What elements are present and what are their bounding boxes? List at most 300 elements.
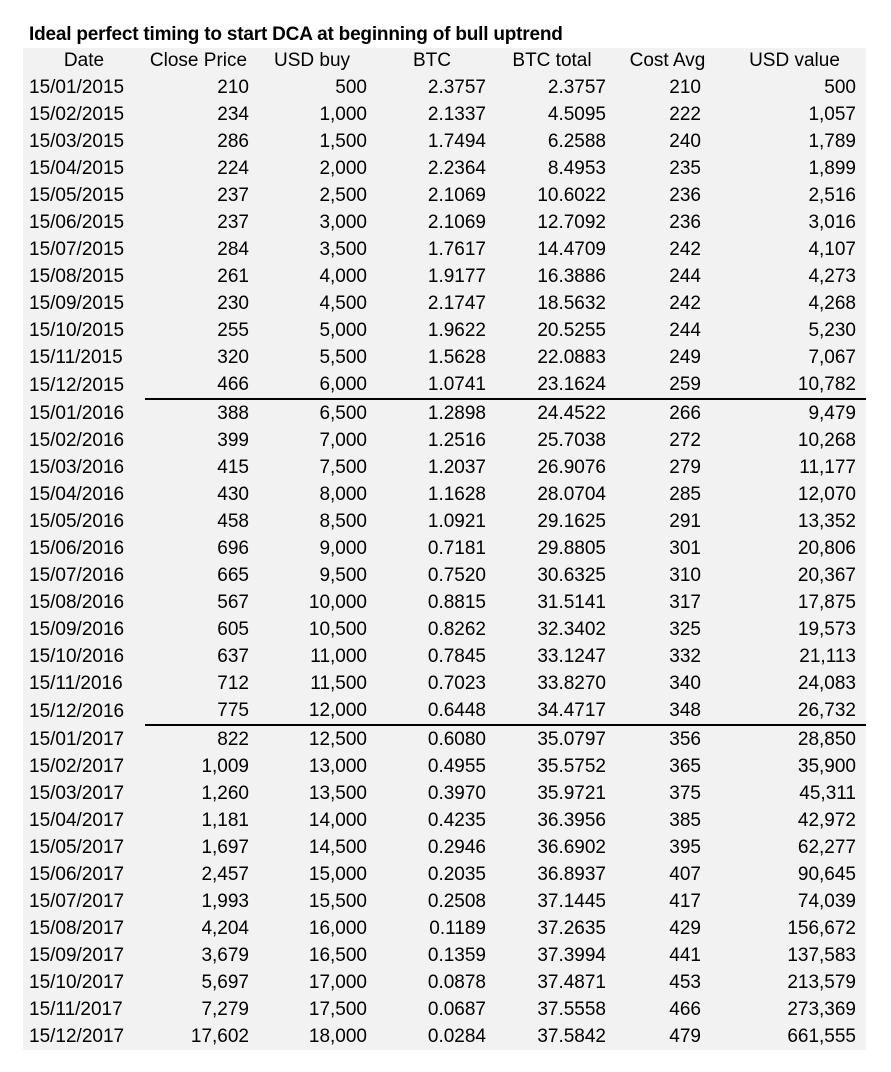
- cell-usd-value: 24,083: [797, 673, 856, 694]
- table-row: [23, 263, 866, 290]
- cell-usd-value: 20,367: [797, 565, 856, 586]
- cell-btc-total: 32.3402: [537, 619, 606, 640]
- cell-date: 15/10/2016: [29, 646, 125, 667]
- cell-btc-total: 18.5632: [537, 293, 606, 314]
- table-row: [23, 317, 866, 344]
- cell-btc: 0.8815: [427, 592, 486, 613]
- cell-btc: 2.1747: [427, 293, 486, 314]
- cell-date: 15/09/2015: [29, 293, 125, 314]
- cell-btc-total: 33.8270: [537, 673, 606, 694]
- cell-btc: 1.2037: [427, 457, 486, 478]
- cell-usd-value: 137,583: [787, 945, 856, 966]
- cell-usd-buy: 12,000: [308, 700, 367, 721]
- cell-cost-avg: 317: [669, 592, 701, 613]
- cell-usd-buy: 5,500: [319, 347, 367, 368]
- cell-date: 15/03/2016: [29, 457, 125, 478]
- cell-btc: 0.7845: [427, 646, 486, 667]
- cell-close-price: 665: [217, 565, 249, 586]
- cell-date: 15/08/2017: [29, 918, 125, 939]
- cell-btc-total: 16.3886: [537, 266, 606, 287]
- cell-btc: 0.1359: [427, 945, 486, 966]
- cell-close-price: 210: [217, 77, 249, 98]
- cell-usd-buy: 15,500: [308, 891, 367, 912]
- cell-close-price: 458: [217, 511, 249, 532]
- cell-usd-buy: 12,500: [252, 725, 372, 753]
- cell-close-price: 775: [217, 700, 249, 721]
- cell-close-price: 224: [217, 158, 249, 179]
- cell-date: 15/02/2016: [29, 430, 125, 451]
- table-row: [23, 562, 866, 589]
- cell-usd-buy: 8,000: [319, 484, 367, 505]
- cell-close-price: 415: [217, 457, 249, 478]
- cell-usd-buy: 2,500: [319, 185, 367, 206]
- cell-usd-buy: 14,500: [308, 837, 367, 858]
- cell-close-price: 399: [217, 430, 249, 451]
- cell-close-price: 430: [217, 484, 249, 505]
- cell-btc: 0.7181: [427, 538, 486, 559]
- cell-close-price: 261: [217, 266, 249, 287]
- cell-usd-value: 10,268: [797, 430, 856, 451]
- cell-btc: 1.0741: [427, 374, 486, 395]
- cell-usd-buy: 1,500: [319, 131, 367, 152]
- cell-btc-total: 20.5255: [537, 320, 606, 341]
- cell-usd-buy: 3,000: [319, 212, 367, 233]
- cell-close-price: 637: [217, 646, 249, 667]
- cell-usd-value: 13,352: [797, 511, 856, 532]
- cell-btc: 1.2898: [372, 399, 492, 427]
- cell-cost-avg: 236: [669, 212, 701, 233]
- cell-cost-avg: 466: [669, 999, 701, 1020]
- cell-usd-buy: 17,500: [308, 999, 367, 1020]
- cell-usd-value: 1,899: [808, 158, 856, 179]
- cell-btc-total: 29.8805: [537, 538, 606, 559]
- cell-btc: 0.0878: [427, 972, 486, 993]
- cell-usd-value: 3,016: [808, 212, 856, 233]
- cell-btc: 1.1628: [427, 484, 486, 505]
- cell-usd-buy: 11,500: [310, 673, 367, 694]
- table-row: [23, 725, 866, 753]
- cell-close-price: 7,279: [201, 999, 249, 1020]
- header-cost-avg: Cost Avg: [629, 50, 706, 71]
- cell-close-price: 5,697: [201, 972, 249, 993]
- header-row: [23, 48, 866, 74]
- cell-usd-buy: 15,000: [308, 864, 367, 885]
- cell-btc-total: 34.4717: [537, 700, 606, 721]
- cell-close-price: 237: [217, 185, 249, 206]
- cell-btc: 0.1189: [429, 918, 486, 939]
- cell-btc: 0.0284: [427, 1026, 486, 1047]
- header-usd-buy: USD buy: [273, 50, 351, 71]
- cell-date: 15/06/2017: [29, 864, 125, 885]
- cell-close-price: 255: [217, 320, 249, 341]
- cell-btc: 1.7494: [427, 131, 486, 152]
- cell-btc-total: 23.1624: [537, 374, 606, 395]
- table-body: [23, 74, 866, 1050]
- cell-usd-value: 20,806: [797, 538, 856, 559]
- cell-usd-buy: 16,500: [308, 945, 367, 966]
- cell-btc-total: 36.3956: [537, 810, 606, 831]
- cell-date: 15/03/2015: [29, 131, 125, 152]
- cell-usd-value: 12,070: [797, 484, 856, 505]
- cell-usd-value: 5,230: [808, 320, 856, 341]
- cell-close-price: 234: [217, 104, 249, 125]
- cell-cost-avg: 365: [669, 756, 701, 777]
- cell-btc-total: 36.6902: [537, 837, 606, 858]
- cell-btc-total: 28.0704: [537, 484, 606, 505]
- cell-cost-avg: 375: [669, 783, 701, 804]
- cell-btc: 1.5628: [427, 347, 486, 368]
- cell-btc-total: 35.0797: [492, 725, 612, 753]
- cell-cost-avg: 210: [669, 77, 701, 98]
- sheet-title: Ideal perfect timing to start DCA at beginning of bull uptrend: [23, 22, 866, 48]
- header-date: Date: [63, 50, 105, 71]
- cell-usd-value: 21,113: [799, 646, 856, 667]
- table-row: [23, 807, 866, 834]
- cell-usd-buy: 8,500: [319, 511, 367, 532]
- cell-close-price: 1,697: [201, 837, 249, 858]
- cell-cost-avg: 242: [669, 239, 701, 260]
- cell-date: 15/01/2017: [29, 728, 125, 750]
- cell-close-price: 286: [217, 131, 249, 152]
- cell-usd-buy: 10,000: [308, 592, 367, 613]
- cell-usd-value: 1,057: [808, 104, 856, 125]
- cell-btc: 2.1069: [427, 185, 486, 206]
- cell-cost-avg: 291: [669, 511, 701, 532]
- table-row: [23, 508, 866, 535]
- cell-usd-buy: 18,000: [308, 1026, 367, 1047]
- cell-btc: 0.6448: [427, 700, 486, 721]
- cell-cost-avg: 453: [669, 972, 701, 993]
- cell-usd-value: 19,573: [797, 619, 856, 640]
- cell-usd-buy: 14,000: [308, 810, 367, 831]
- cell-btc: 1.2516: [427, 430, 486, 451]
- cell-usd-value: 90,645: [797, 864, 856, 885]
- cell-cost-avg: 407: [669, 864, 701, 885]
- cell-cost-avg: 244: [669, 320, 701, 341]
- cell-close-price: 466: [217, 374, 249, 395]
- cell-btc: 0.4235: [427, 810, 486, 831]
- table-row: [23, 643, 866, 670]
- table-row: [23, 996, 866, 1023]
- cell-btc-total: 30.6325: [537, 565, 606, 586]
- table-row: [23, 209, 866, 236]
- cell-btc-total: 12.7092: [537, 212, 606, 233]
- cell-date: 15/11/2015: [29, 347, 123, 368]
- cell-cost-avg: 240: [669, 131, 701, 152]
- cell-usd-value: 500: [824, 77, 856, 98]
- cell-usd-value: 1,789: [808, 131, 856, 152]
- table-row: [23, 589, 866, 616]
- cell-btc-total: 14.4709: [537, 239, 606, 260]
- cell-usd-buy: 1,000: [319, 104, 367, 125]
- cell-close-price: 230: [217, 293, 249, 314]
- cell-cost-avg: 236: [669, 185, 701, 206]
- cell-date: 15/09/2016: [29, 619, 125, 640]
- cell-date: 15/11/2016: [29, 673, 123, 694]
- cell-btc: 2.1069: [427, 212, 486, 233]
- table-row: [23, 942, 866, 969]
- cell-close-price: 17,602: [190, 1026, 249, 1047]
- table-row: [23, 427, 866, 454]
- cell-btc: 0.8262: [427, 619, 486, 640]
- cell-usd-value: 156,672: [787, 918, 856, 939]
- cell-cost-avg: 479: [669, 1026, 701, 1047]
- cell-btc-total: 25.7038: [537, 430, 606, 451]
- table-row: [23, 182, 866, 209]
- cell-date: 15/01/2015: [29, 77, 125, 98]
- cell-usd-value: 42,972: [797, 810, 856, 831]
- cell-usd-value: 26,732: [797, 700, 856, 721]
- cell-cost-avg: 385: [669, 810, 701, 831]
- cell-usd-value: 28,850: [723, 725, 866, 753]
- cell-cost-avg: 285: [669, 484, 701, 505]
- cell-close-price: 712: [217, 673, 249, 694]
- spreadsheet: [23, 22, 866, 1050]
- table-row: [23, 399, 866, 427]
- cell-cost-avg: 340: [669, 673, 701, 694]
- cell-close-price: 237: [217, 212, 249, 233]
- cell-btc: 2.3757: [427, 77, 486, 98]
- cell-cost-avg: 272: [669, 430, 701, 451]
- cell-btc-total: 35.9721: [537, 783, 606, 804]
- cell-date: 15/05/2017: [29, 837, 125, 858]
- cell-usd-buy: 13,500: [308, 783, 367, 804]
- cell-usd-value: 4,107: [808, 239, 856, 260]
- cell-date: 15/06/2016: [29, 538, 125, 559]
- cell-cost-avg: 395: [669, 837, 701, 858]
- header-usd-value: USD value: [749, 50, 840, 71]
- cell-btc: 1.9622: [427, 320, 486, 341]
- cell-usd-buy: 2,000: [319, 158, 367, 179]
- cell-date: 15/08/2016: [29, 592, 125, 613]
- cell-usd-value: 4,268: [808, 293, 856, 314]
- cell-usd-value: 17,875: [797, 592, 856, 613]
- cell-cost-avg: 356: [612, 725, 723, 753]
- cell-btc-total: 2.3757: [547, 77, 606, 98]
- cell-btc: 0.7520: [427, 565, 486, 586]
- header-close-price: Close Price: [149, 50, 248, 71]
- cell-date: 15/11/2017: [29, 999, 123, 1020]
- cell-btc-total: 6.2588: [547, 131, 606, 152]
- cell-btc: 0.7023: [427, 673, 486, 694]
- table-row: [23, 861, 866, 888]
- cell-date: 15/12/2016: [29, 700, 125, 722]
- cell-date: 15/07/2016: [29, 565, 125, 586]
- cell-btc-total: 37.5842: [537, 1026, 606, 1047]
- table-row: [23, 454, 866, 481]
- cell-usd-buy: 500: [335, 77, 367, 98]
- cell-cost-avg: 242: [669, 293, 701, 314]
- cell-date: 15/06/2015: [29, 212, 125, 233]
- dca-table: [23, 48, 866, 1050]
- cell-btc-total: 37.5558: [537, 999, 606, 1020]
- cell-usd-value: 2,516: [808, 185, 856, 206]
- table-row: [23, 535, 866, 562]
- cell-btc: 1.9177: [427, 266, 486, 287]
- cell-btc-total: 4.5095: [547, 104, 606, 125]
- cell-usd-value: 74,039: [797, 891, 856, 912]
- cell-usd-value: 213,579: [787, 972, 856, 993]
- cell-btc: 0.2946: [427, 837, 486, 858]
- cell-cost-avg: 332: [669, 646, 701, 667]
- cell-close-price: 822: [145, 725, 252, 753]
- table-row: [23, 780, 866, 807]
- cell-cost-avg: 266: [612, 399, 723, 427]
- cell-btc: 0.2035: [427, 864, 486, 885]
- cell-date: 15/05/2016: [29, 511, 125, 532]
- cell-btc: 0.0687: [427, 999, 486, 1020]
- table-row: [23, 128, 866, 155]
- cell-date: 15/07/2017: [29, 891, 125, 912]
- table-row: [23, 481, 866, 508]
- cell-cost-avg: 249: [669, 347, 701, 368]
- cell-btc: 0.2508: [427, 891, 486, 912]
- cell-btc: 2.1337: [427, 104, 486, 125]
- cell-btc-total: 37.2635: [537, 918, 606, 939]
- cell-cost-avg: 429: [669, 918, 701, 939]
- cell-cost-avg: 259: [669, 374, 701, 395]
- table-row: [23, 753, 866, 780]
- cell-date: 15/10/2015: [29, 320, 125, 341]
- table-row: [23, 969, 866, 996]
- cell-usd-buy: 6,500: [252, 399, 372, 427]
- cell-date: 15/04/2017: [29, 810, 125, 831]
- cell-close-price: 696: [217, 538, 249, 559]
- cell-btc: 1.7617: [427, 239, 486, 260]
- table-row: [23, 915, 866, 942]
- cell-usd-buy: 17,000: [308, 972, 367, 993]
- cell-usd-value: 10,782: [797, 374, 856, 395]
- cell-usd-value: 273,369: [787, 999, 856, 1020]
- cell-close-price: 1,181: [201, 810, 249, 831]
- table-row: [23, 616, 866, 643]
- cell-usd-value: 35,900: [797, 756, 856, 777]
- cell-usd-value: 45,311: [799, 783, 856, 804]
- table-row: [23, 697, 866, 725]
- cell-usd-value: 4,273: [808, 266, 856, 287]
- cell-usd-value: 7,067: [808, 347, 856, 368]
- cell-btc-total: 33.1247: [537, 646, 606, 667]
- table-row: [23, 834, 866, 861]
- cell-btc-total: 8.4953: [547, 158, 606, 179]
- table-row: [23, 888, 866, 915]
- cell-date: 15/08/2015: [29, 266, 125, 287]
- cell-date: 15/05/2015: [29, 185, 125, 206]
- cell-cost-avg: 235: [669, 158, 701, 179]
- table-row: [23, 1023, 866, 1050]
- cell-usd-buy: 6,000: [319, 374, 367, 395]
- cell-cost-avg: 441: [669, 945, 701, 966]
- table-row: [23, 236, 866, 263]
- cell-cost-avg: 301: [669, 538, 701, 559]
- cell-date: 15/09/2017: [29, 945, 125, 966]
- cell-usd-buy: 10,500: [308, 619, 367, 640]
- cell-date: 15/02/2015: [29, 104, 125, 125]
- cell-date: 15/07/2015: [29, 239, 125, 260]
- cell-usd-value: 62,277: [797, 837, 856, 858]
- cell-close-price: 4,204: [201, 918, 249, 939]
- cell-date: 15/12/2017: [29, 1026, 125, 1047]
- header-btc-total: BTC total: [512, 50, 592, 71]
- cell-usd-buy: 13,000: [308, 756, 367, 777]
- cell-cost-avg: 244: [669, 266, 701, 287]
- cell-close-price: 320: [217, 347, 249, 368]
- cell-btc-total: 31.5141: [537, 592, 606, 613]
- cell-usd-value: 11,177: [799, 457, 856, 478]
- cell-btc-total: 24.4522: [492, 399, 612, 427]
- cell-close-price: 1,009: [201, 756, 249, 777]
- cell-usd-buy: 9,000: [319, 538, 367, 559]
- cell-close-price: 1,993: [201, 891, 249, 912]
- cell-btc-total: 29.1625: [537, 511, 606, 532]
- cell-close-price: 388: [145, 399, 252, 427]
- cell-usd-buy: 4,500: [319, 293, 367, 314]
- cell-btc-total: 36.8937: [537, 864, 606, 885]
- cell-cost-avg: 279: [669, 457, 701, 478]
- cell-btc: 2.2364: [427, 158, 486, 179]
- cell-btc-total: 35.5752: [537, 756, 606, 777]
- cell-close-price: 1,260: [201, 783, 249, 804]
- cell-usd-buy: 7,500: [319, 457, 367, 478]
- table-row: [23, 101, 866, 128]
- cell-usd-buy: 9,500: [319, 565, 367, 586]
- cell-btc-total: 37.1445: [537, 891, 606, 912]
- cell-usd-buy: 3,500: [319, 239, 367, 260]
- table-row: [23, 74, 866, 101]
- cell-cost-avg: 310: [669, 565, 701, 586]
- cell-close-price: 3,679: [201, 945, 249, 966]
- cell-btc-total: 37.3994: [537, 945, 606, 966]
- cell-btc: 0.3970: [427, 783, 486, 804]
- table-row: [23, 371, 866, 399]
- cell-usd-buy: 11,000: [310, 646, 367, 667]
- header-btc: BTC: [413, 50, 451, 71]
- cell-close-price: 567: [217, 592, 249, 613]
- cell-usd-value: 9,479: [723, 399, 866, 427]
- cell-cost-avg: 325: [669, 619, 701, 640]
- cell-date: 15/12/2015: [29, 374, 125, 396]
- cell-btc: 0.4955: [427, 756, 486, 777]
- cell-btc: 1.0921: [427, 511, 486, 532]
- cell-close-price: 284: [217, 239, 249, 260]
- cell-usd-buy: 5,000: [319, 320, 367, 341]
- table-row: [23, 344, 866, 371]
- cell-btc-total: 37.4871: [537, 972, 606, 993]
- cell-date: 15/04/2015: [29, 158, 125, 179]
- cell-btc-total: 10.6022: [537, 185, 606, 206]
- cell-btc-total: 22.0883: [537, 347, 606, 368]
- cell-date: 15/04/2016: [29, 484, 125, 505]
- cell-btc: 0.6080: [372, 725, 492, 753]
- cell-usd-buy: 7,000: [319, 430, 367, 451]
- cell-usd-buy: 16,000: [308, 918, 367, 939]
- cell-btc-total: 26.9076: [537, 457, 606, 478]
- cell-date: 15/10/2017: [29, 972, 125, 993]
- cell-date: 15/01/2016: [29, 402, 125, 424]
- cell-date: 15/03/2017: [29, 783, 125, 804]
- cell-date: 15/02/2017: [29, 756, 125, 777]
- cell-close-price: 605: [217, 619, 249, 640]
- cell-cost-avg: 348: [669, 700, 701, 721]
- table-row: [23, 155, 866, 182]
- cell-usd-value: 661,555: [787, 1026, 856, 1047]
- table-row: [23, 670, 866, 697]
- cell-cost-avg: 417: [669, 891, 701, 912]
- cell-cost-avg: 222: [669, 104, 701, 125]
- table-row: [23, 290, 866, 317]
- cell-usd-buy: 4,000: [319, 266, 367, 287]
- cell-close-price: 2,457: [201, 864, 249, 885]
